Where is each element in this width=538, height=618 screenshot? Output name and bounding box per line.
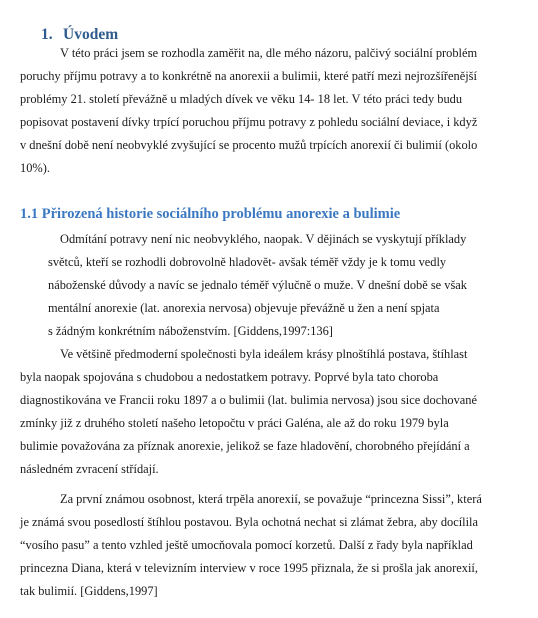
text-line: mentální anorexie (lat. anorexia nervosa) objevuje převážně u žen a není spjata <box>48 301 440 315</box>
text-line: bulimie považována za příznak anorexie, jelikož se faze hladovění, chorobného přejídání a <box>20 439 470 453</box>
text-line: zmínky již z druhého století našeho letopočtu v práci Galéna, ale až do roku 1979 byla <box>20 416 449 430</box>
text-line: problémy 21. století převážně u mladých dívek ve věku 14- 18 let. V této práci tedy budu <box>20 92 463 106</box>
text-line: popisovat postavení dívky trpící poruchou příjmu potravy z pohledu sociální deviace, i když <box>20 115 478 129</box>
text-line: Za první známou osobnost, která trpěla anorexií, se považuje “princezna Sissi”, která <box>60 492 482 506</box>
chapter-number: 1. <box>41 26 53 43</box>
text-line: 10%). <box>20 161 50 175</box>
chapter-title: Úvodem <box>63 26 119 43</box>
text-line: Odmítání potravy není nic neobvyklého, naopak. V dějinách se vyskytují příklady <box>60 232 467 246</box>
text-line: diagnostikována ve Francii roku 1897 a o bulimii (lat. bulimia nervosa) jsou sice dochované <box>20 393 477 407</box>
text-line: poruchy příjmu potravy a to konkrétně na anorexii a bulimii, které patří mezi nejrozšířenější <box>20 69 477 83</box>
text-line: je známá svou posedlostí štíhlou postavou. Byla ochotná nechat si zlámat žebra, aby docílila <box>20 515 478 529</box>
section-heading: 1.1 Přirozená historie sociálního problému anorexie a bulimie <box>20 206 401 222</box>
text-line: byla naopak spojována s chudobou a nedostatkem potravy. Poprvé byla tato choroba <box>20 370 439 384</box>
text-line: princezna Diana, která v televizním interview v roce 1995 přiznala, že si prošla jak anorexií, <box>20 561 478 575</box>
text-line: s žádným konkrétním náboženstvím. [Giddens,1997:136] <box>48 324 333 338</box>
chapter-heading <box>41 26 118 44</box>
text-line: následném zvracení střídají. <box>20 462 159 476</box>
text-line: náboženské důvody a navíc se jednalo téměř výlučně o muže. V dnešní době se však <box>48 278 467 292</box>
text-line: V této práci jsem se rozhodla zaměřit na, dle mého názoru, palčivý sociální problém <box>60 46 478 60</box>
text-line: v dnešní době není neobvyklé zvyšující se procento mužů trpících anorexií či bulimií (okolo <box>20 138 478 152</box>
text-line: Ve většině předmoderní společnosti byla ideálem krásy plnoštíhlá postava, štíhlast <box>60 347 468 361</box>
text-line: tak bulimií. [Giddens,1997] <box>20 584 158 598</box>
text-line: “vosího pasu” a tento vzhled ještě umocňovala pomocí korzetů. Další z řady byla například <box>20 538 473 552</box>
text-line: světců, kteří se rozhodli dobrovolně hladovět- avšak téměř vždy je k tomu vedly <box>48 255 447 269</box>
